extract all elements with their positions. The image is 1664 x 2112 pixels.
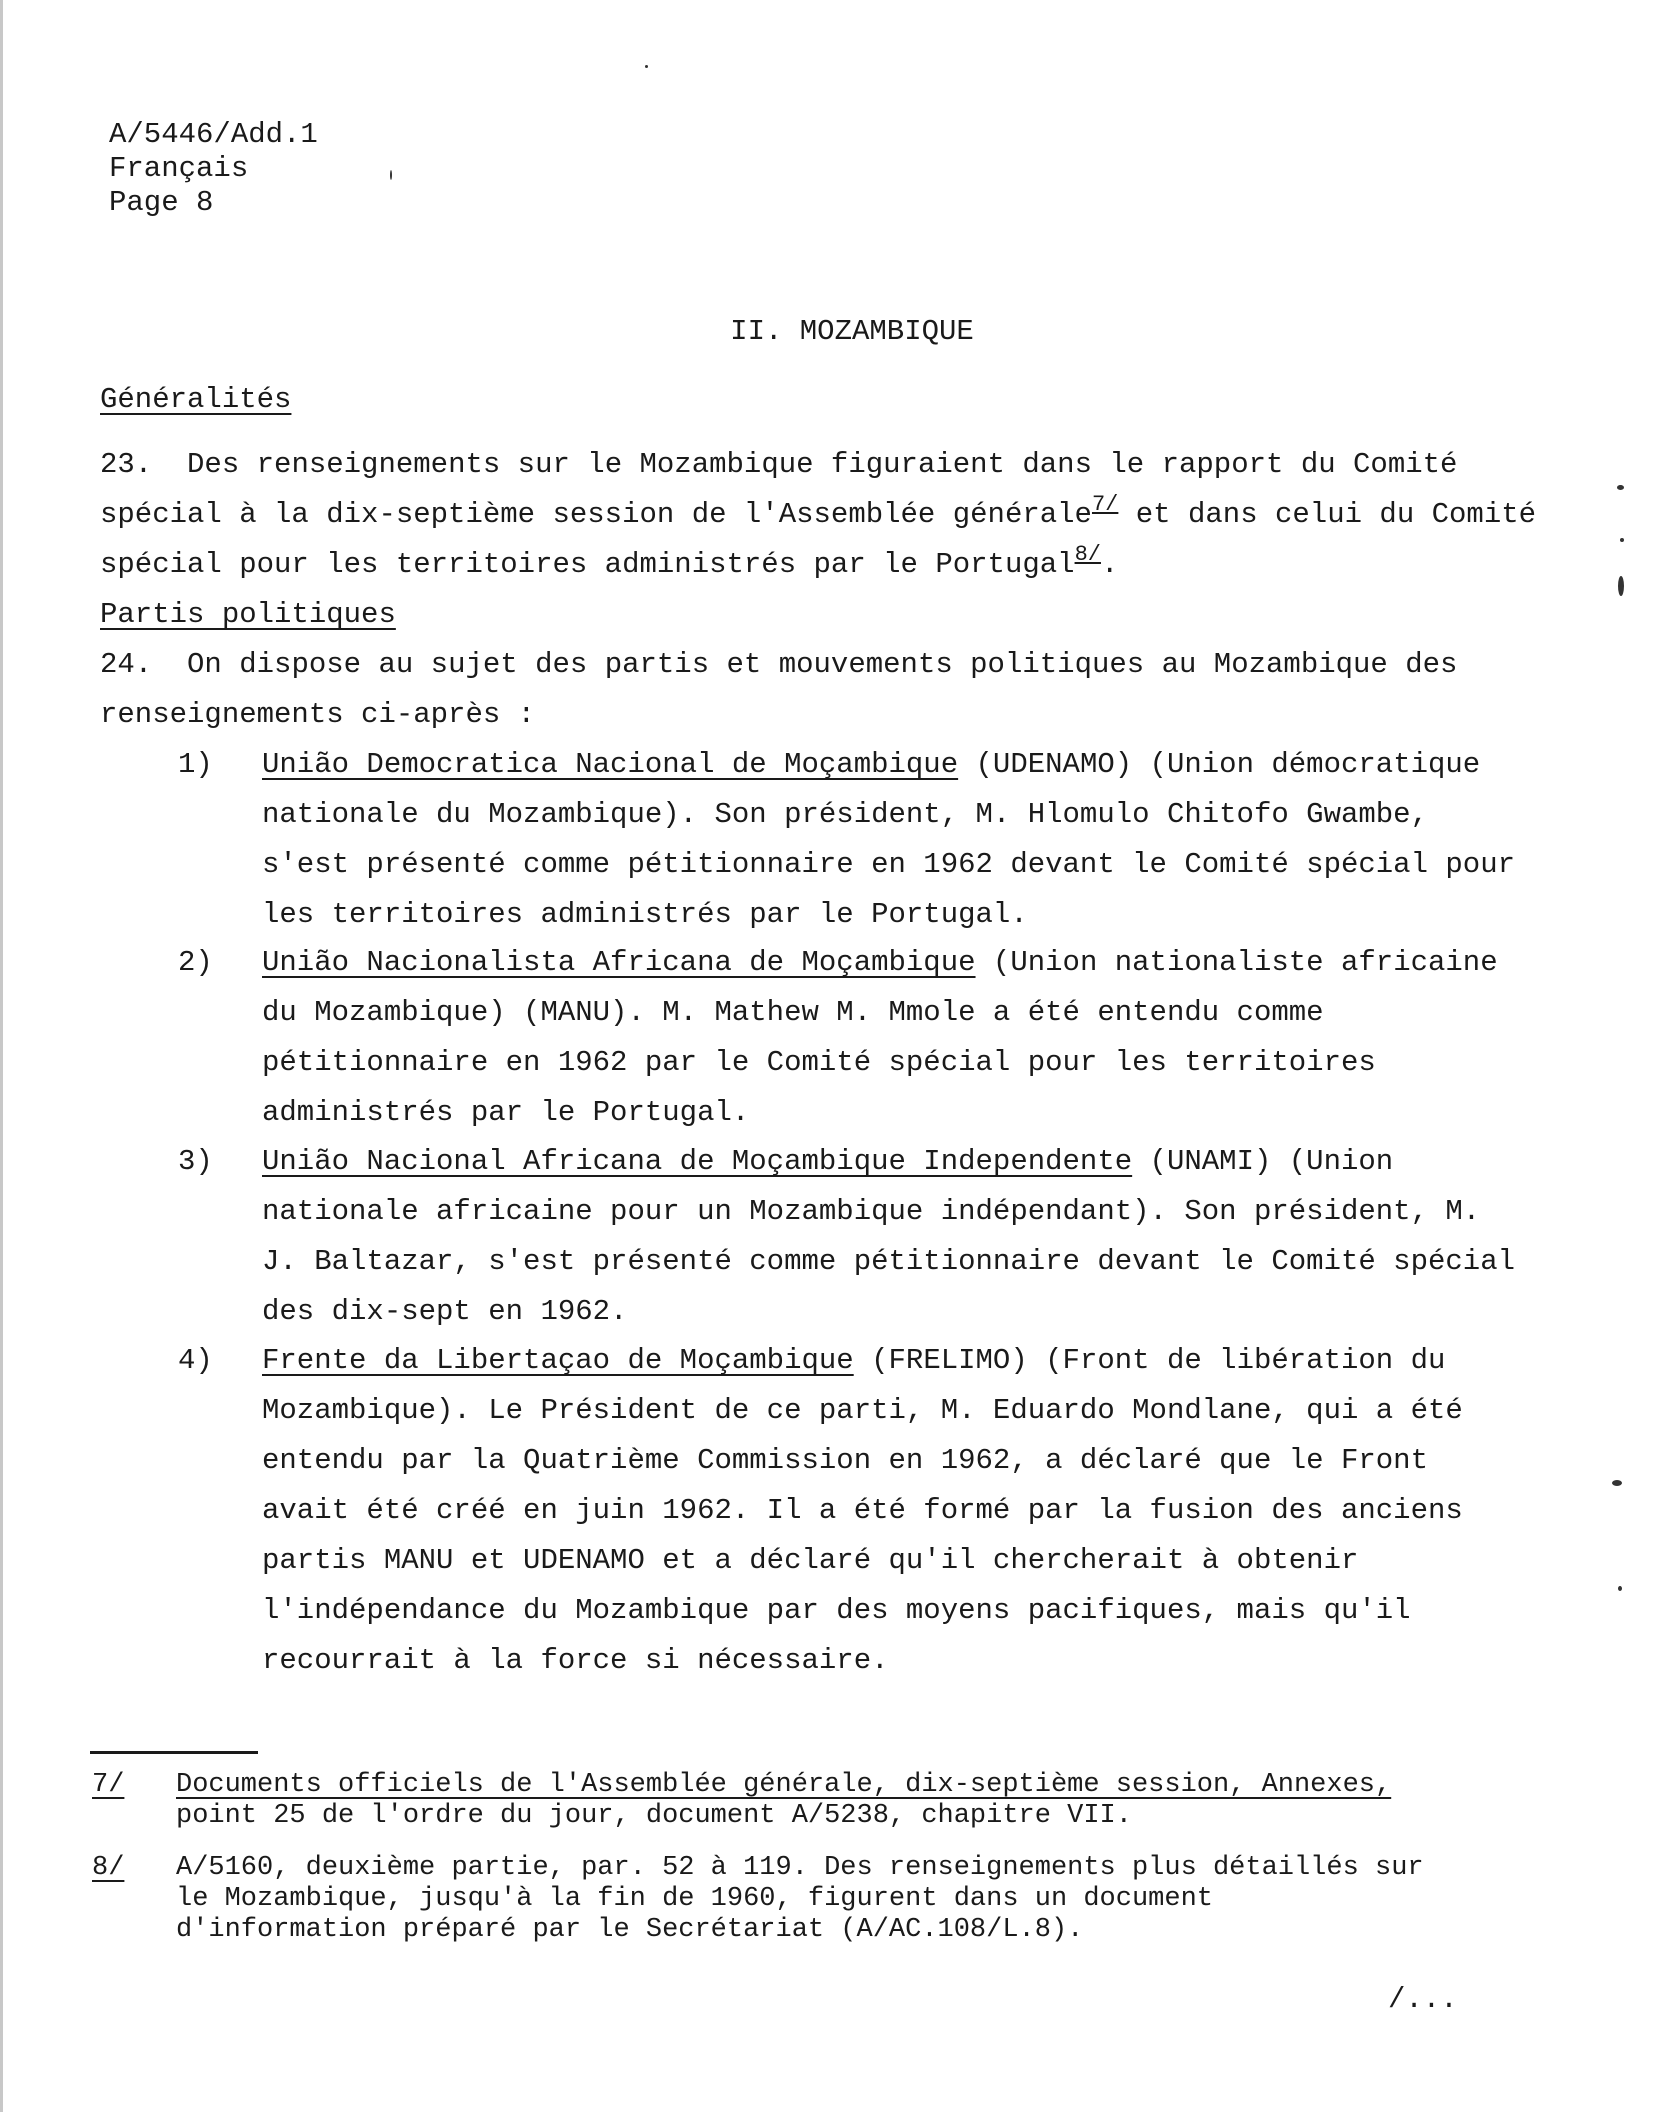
scan-speck [645,65,648,68]
document-language: Français [109,152,249,185]
footnote-number: 8/ [92,1853,125,1883]
footnote-ref-7: 7/ [1091,492,1119,517]
section-heading-partis: Partis politiques [100,598,396,631]
paragraph-text: Des renseignements sur le Mozambique figuraient dans le rapport du Comité spécial à la dix-septième session de l'Assemblée générale [100,448,1458,531]
scan-speck [1618,1586,1622,1591]
party-name: União Nacional Africana de Moçambique Independente [262,1145,1133,1178]
scan-speck [1620,538,1624,542]
chapter-title: II. MOZAMBIQUE [730,315,974,348]
paragraph-text: et dans celui du Comité spécial pour les territoires administrés par le Portugal [100,498,1537,581]
list-item-text: (UNAMI) (Union nationale africaine pour un Mozambique indépendant). Son président, M. J. Baltazar, s'est présenté comme pétitionnaire devant le Comité spécial des dix-sept en 1962. [262,1145,1516,1328]
footnote-ref-8: 8/ [1074,542,1101,567]
footnote-number: 7/ [92,1770,125,1800]
page-number: Page 8 [109,186,214,219]
paragraph-text: . [1100,548,1119,581]
continuation-mark: /... [1388,1983,1458,2016]
scan-speck [390,170,392,180]
list-item-number: 2) [178,946,213,979]
page-header [109,118,318,220]
list-item-text: (UDENAMO) (Union démocratique nationale du Mozambique). Son président, M. Hlomulo Chitofo Gwambe, s'est présenté comme pétitionnaire en 1962 devant le Comité spécial pour les territoires administrés par le Portugal. [262,748,1516,931]
list-item-number: 1) [178,748,213,781]
party-name: Frente da Libertaçao de Moçambique [262,1344,854,1377]
paragraph-text: On dispose au sujet des partis et mouvements politiques au Mozambique des renseignements ci-après : [100,648,1458,731]
footnote-separator [90,1751,258,1754]
section-heading-generalites: Généralités [100,383,292,416]
footnote-text: point 25 de l'ordre du jour, document A/5238, chapitre VII. [176,1801,1132,1831]
scan-speck [1617,485,1624,490]
paragraph-number: 23. [100,448,153,481]
scan-speck [1618,576,1624,596]
party-name: União Democratica Nacional de Moçambique [262,748,959,781]
list-item-text: (Union nationaliste africaine du Mozambique) (MANU). M. Mathew M. Mmole a été entendu comme pétitionnaire en 1962 par le Comité spécial pour les territoires administrés par le Portugal. [262,946,1498,1129]
party-name: União Nacionalista Africana de Moçambique [262,946,976,979]
paragraph-24 [100,640,1540,740]
list-item-text: (FRELIMO) (Front de libération du Mozambique). Le Président de ce parti, M. Eduardo Mondlane, qui a été entendu par la Quatrième Commission en 1962, a déclaré que le Front avait été créé en juin 1962. Il a été formé par la fusion des anciens partis MANU et UDENAMO et a déclaré qu'il chercherait à obtenir l'indépendance du Mozambique par des moyens pacifiques, mais qu'il recourrait à la force si nécessaire. [262,1344,1463,1677]
list-item-number: 3) [178,1145,213,1178]
footnote-citation: Documents officiels de l'Assemblée générale, dix-septième session, Annexes, [176,1770,1392,1800]
paragraph-23 [100,440,1540,590]
list-item-number: 4) [178,1344,213,1377]
footnote-text: A/5160, deuxième partie, par. 52 à 119. Des renseignements plus détaillés sur le Mozambique, jusqu'à la fin de 1960, figurent dans un document d'information préparé par le Secrétariat (A/AC.108/L.8). [176,1853,1424,1945]
scan-speck [1612,1480,1622,1486]
paragraph-number: 24. [100,648,153,681]
document-symbol: A/5446/Add.1 [109,118,318,151]
